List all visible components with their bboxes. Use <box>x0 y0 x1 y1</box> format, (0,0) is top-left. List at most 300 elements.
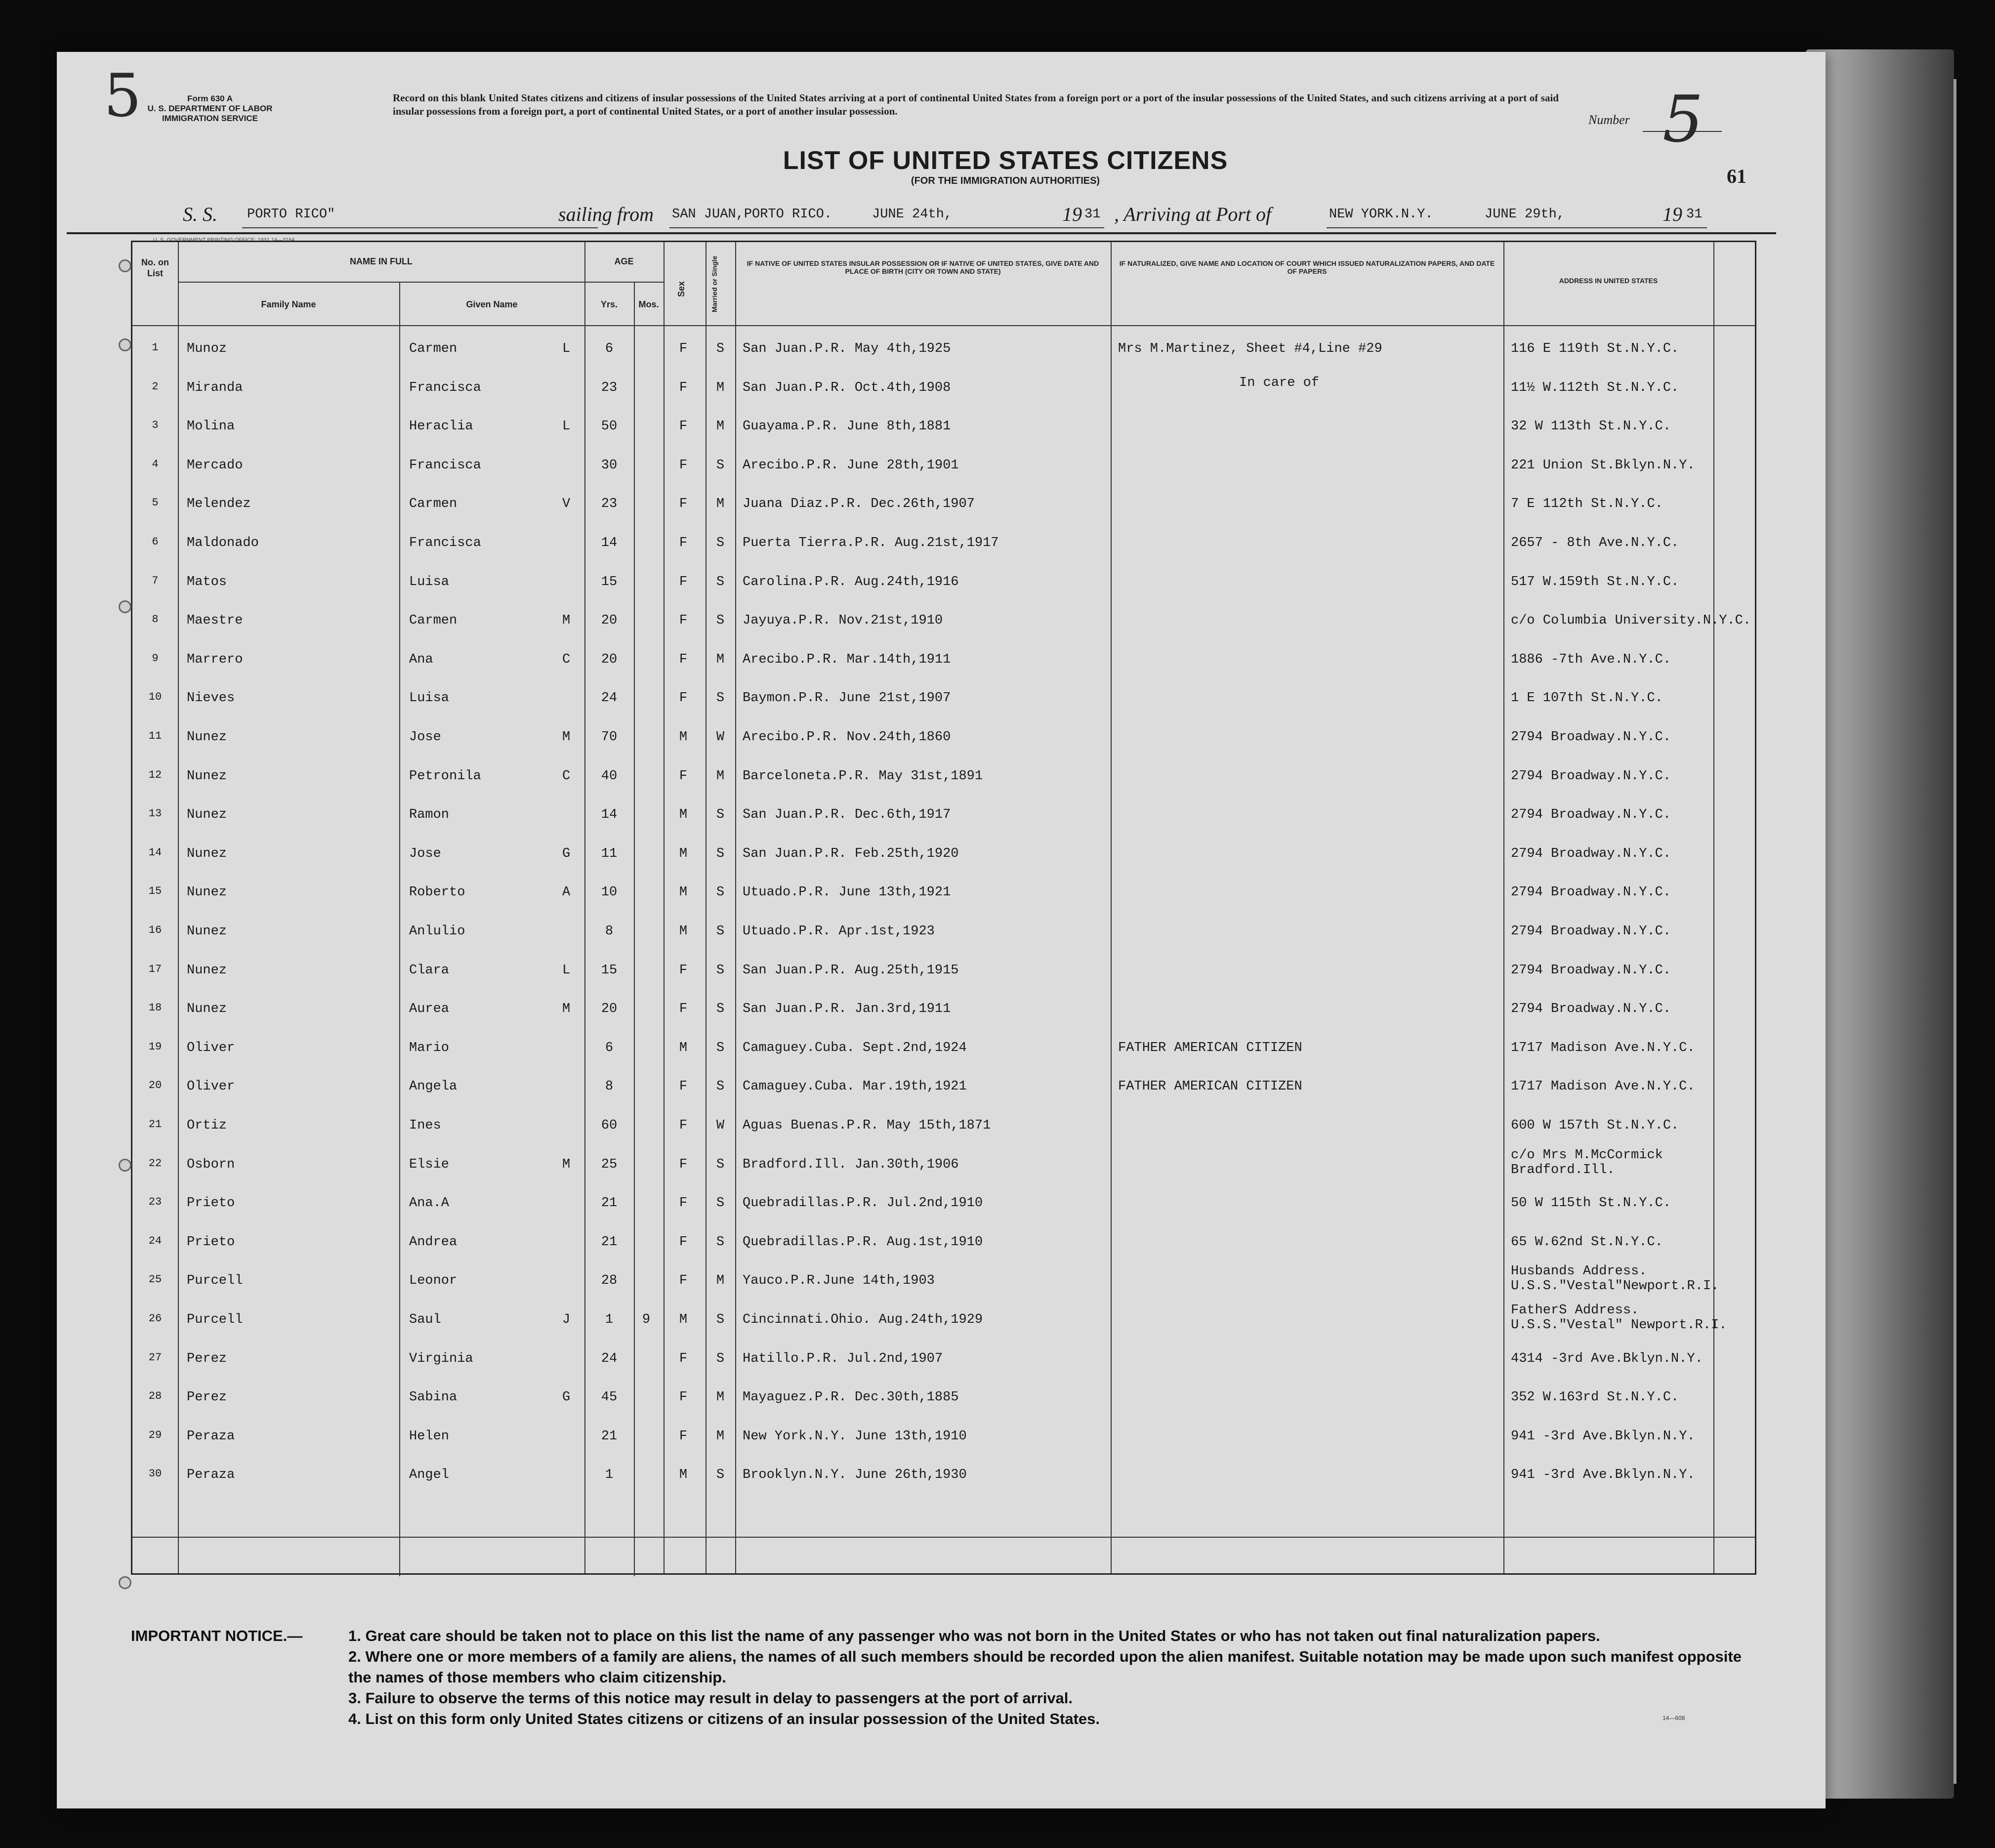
age-years: 45 <box>601 1390 618 1405</box>
age-years: 23 <box>601 380 618 395</box>
age-years: 15 <box>601 963 618 978</box>
table-row <box>132 1417 1755 1456</box>
birth-place-date: San Juan.P.R. Feb.25th,1920 <box>743 846 959 861</box>
row-number: 16 <box>148 924 162 936</box>
sex: F <box>679 613 688 629</box>
us-address: c/o Mrs M.McCormick Bradford.Ill. <box>1511 1147 1663 1177</box>
arrival-date: JUNE 29th, <box>1485 207 1565 222</box>
age-years: 24 <box>601 1351 618 1366</box>
us-address: 50 W 115th St.N.Y.C. <box>1511 1196 1671 1211</box>
row-number: 6 <box>152 536 159 548</box>
family-name: Nunez <box>187 807 227 823</box>
given-name: Luisa <box>409 574 450 589</box>
marital-status: M <box>716 419 725 434</box>
middle-initial: C <box>562 652 571 667</box>
table-row <box>132 601 1755 640</box>
marital-status: S <box>716 536 725 550</box>
table-row <box>132 407 1755 446</box>
birth-place-date: Guayama.P.R. June 8th,1881 <box>743 419 951 434</box>
given-name: Anlulio <box>409 924 465 939</box>
us-address: 65 W.62nd St.N.Y.C. <box>1511 1234 1663 1250</box>
age-years: 23 <box>601 497 618 512</box>
row-number: 22 <box>148 1157 162 1170</box>
sailing-from-label: sailing from <box>558 203 654 225</box>
family-name: Marrero <box>187 652 243 667</box>
row-number: 1 <box>152 341 159 354</box>
marital-status: S <box>716 807 725 823</box>
middle-initial: J <box>562 1312 571 1327</box>
birth-place-date: Carolina.P.R. Aug.24th,1916 <box>743 574 959 589</box>
col-header-address: ADDRESS IN UNITED STATES <box>1559 277 1658 285</box>
family-name: Prieto <box>187 1196 235 1211</box>
middle-initial: M <box>562 730 571 745</box>
us-address: 2657 - 8th Ave.N.Y.C. <box>1511 536 1679 550</box>
marital-status: S <box>716 458 725 473</box>
punch-hole <box>119 1576 131 1589</box>
arriving-label: , Arriving at Port of <box>1114 203 1272 225</box>
row-number: 10 <box>148 691 162 704</box>
table-row <box>132 330 1755 369</box>
table-row <box>132 873 1755 912</box>
given-name: Clara <box>409 963 450 978</box>
table-row <box>132 990 1755 1029</box>
col-header-no: No. on List <box>141 257 169 278</box>
header-rule <box>67 232 1776 234</box>
table-row <box>132 718 1755 757</box>
sex: F <box>679 574 688 589</box>
us-address: 1717 Madison Ave.N.Y.C. <box>1511 1040 1695 1055</box>
naturalization-note: FATHER AMERICAN CITIZEN <box>1118 1079 1302 1094</box>
sex: F <box>679 1079 688 1094</box>
birth-place-date: Juana Diaz.P.R. Dec.26th,1907 <box>743 497 975 512</box>
age-years: 21 <box>601 1428 618 1444</box>
row-number: 7 <box>152 574 159 587</box>
birth-place-date: San Juan.P.R. May 4th,1925 <box>743 341 951 356</box>
birth-place-date: Hatillo.P.R. Jul.2nd,1907 <box>743 1351 943 1366</box>
family-name: Melendez <box>187 497 251 512</box>
col-header-age: AGE <box>614 256 634 266</box>
age-years: 8 <box>605 1079 614 1094</box>
given-name: Ana.A <box>409 1196 450 1211</box>
row-number: 2 <box>152 380 159 393</box>
us-address: 600 W 157th St.N.Y.C. <box>1511 1118 1679 1133</box>
us-address: 1717 Madison Ave.N.Y.C. <box>1511 1079 1695 1094</box>
birth-place-date: Cincinnati.Ohio. Aug.24th,1929 <box>743 1312 983 1327</box>
family-name: Perez <box>187 1390 227 1405</box>
middle-initial: G <box>562 846 571 861</box>
given-name: Sabina <box>409 1390 457 1405</box>
marital-status: M <box>716 380 725 395</box>
departure-date: JUNE 24th, <box>872 207 953 222</box>
row-number: 11 <box>148 730 162 742</box>
sex: F <box>679 1002 688 1017</box>
marital-status: M <box>716 768 725 784</box>
birth-place-date: Utuado.P.R. Apr.1st,1923 <box>743 924 935 939</box>
sex: M <box>679 1312 688 1327</box>
table-bottom-rule <box>132 1537 1755 1538</box>
birth-place-date: Quebradillas.P.R. Aug.1st,1910 <box>743 1234 983 1250</box>
age-years: 15 <box>601 574 618 589</box>
row-number: 25 <box>148 1273 162 1286</box>
us-address: 2794 Broadway.N.Y.C. <box>1511 807 1671 823</box>
departure-year: 31 <box>1084 207 1101 222</box>
voyage-line <box>57 200 1826 235</box>
col-header-yrs: Yrs. <box>600 299 618 309</box>
family-name: Purcell <box>187 1312 243 1327</box>
col-header-mos: Mos. <box>638 299 659 309</box>
table-row <box>132 446 1755 485</box>
family-name: Munoz <box>187 341 227 356</box>
marital-status: S <box>716 691 725 706</box>
sex: M <box>679 846 688 861</box>
table-row <box>132 563 1755 602</box>
birth-place-date: Puerta Tierra.P.R. Aug.21st,1917 <box>743 536 999 550</box>
given-name: Angela <box>409 1079 457 1094</box>
age-years: 1 <box>605 1468 614 1483</box>
given-name: Luisa <box>409 691 450 706</box>
corner-handwritten-number: 5 <box>104 62 142 130</box>
age-years: 20 <box>601 1002 618 1017</box>
family-name: Nunez <box>187 924 227 939</box>
row-number: 18 <box>148 1002 162 1014</box>
form-identifier <box>126 94 294 124</box>
row-number: 8 <box>152 613 159 626</box>
age-years: 21 <box>601 1196 618 1211</box>
col-header-name: NAME IN FULL <box>350 256 413 266</box>
family-name: Osborn <box>187 1157 235 1172</box>
sex: F <box>679 1273 688 1289</box>
age-years: 20 <box>601 652 618 667</box>
row-number: 9 <box>152 652 159 665</box>
sex: F <box>679 963 688 978</box>
given-name: Andrea <box>409 1234 457 1250</box>
marital-status: M <box>716 1428 725 1444</box>
us-address: 517 W.159th St.N.Y.C. <box>1511 574 1679 589</box>
row-number: 20 <box>148 1079 162 1092</box>
given-name: Jose <box>409 846 441 861</box>
middle-initial: L <box>562 419 571 434</box>
family-name: Ortiz <box>187 1118 227 1133</box>
middle-initial: L <box>562 341 571 356</box>
family-name: Oliver <box>187 1079 235 1094</box>
sex: F <box>679 1118 688 1133</box>
sex: M <box>679 730 688 745</box>
notice-item-1: 1. Great care should be taken not to place on this list the name of any passenger who was not born in the United States or who has not taken out final naturalization papers. <box>348 1627 1600 1644</box>
us-address: 941 -3rd Ave.Bklyn.N.Y. <box>1511 1468 1695 1483</box>
us-address: 32 W 113th St.N.Y.C. <box>1511 419 1671 434</box>
given-name: Ana <box>409 652 433 667</box>
marital-status: S <box>716 1351 725 1366</box>
marital-status: S <box>716 613 725 629</box>
birth-place-date: Arecibo.P.R. Nov.24th,1860 <box>743 730 951 745</box>
us-address: 4314 -3rd Ave.Bklyn.N.Y. <box>1511 1351 1703 1366</box>
given-name: Ramon <box>409 807 450 823</box>
middle-initial: L <box>562 963 571 978</box>
header-bottom-rule <box>132 325 1755 326</box>
us-address: 2794 Broadway.N.Y.C. <box>1511 768 1671 784</box>
table-row <box>132 1261 1755 1301</box>
table-row <box>132 1067 1755 1106</box>
row-number: 12 <box>148 768 162 781</box>
row-number: 29 <box>148 1428 162 1441</box>
us-address: 2794 Broadway.N.Y.C. <box>1511 1002 1671 1017</box>
given-name: Angel <box>409 1468 450 1483</box>
birth-place-date: Arecibo.P.R. June 28th,1901 <box>743 458 959 473</box>
age-years: 14 <box>601 807 618 823</box>
birth-place-date: San Juan.P.R. Dec.6th,1917 <box>743 807 951 823</box>
sex: F <box>679 536 688 550</box>
us-address: 116 E 119th St.N.Y.C. <box>1511 341 1679 356</box>
marital-status: S <box>716 1002 725 1017</box>
table-row <box>132 640 1755 679</box>
us-address: 1 E 107th St.N.Y.C. <box>1511 691 1663 706</box>
notice-item-3: 3. Failure to observe the terms of this notice may result in delay to passengers at the port of arrival. <box>348 1689 1073 1707</box>
form-code: 14—608 <box>1662 1715 1685 1722</box>
table-row <box>132 1456 1755 1495</box>
sex: F <box>679 768 688 784</box>
col-header-sex: Sex <box>676 281 686 297</box>
marital-status: M <box>716 1273 725 1289</box>
departure-port: SAN JUAN,PORTO RICO. <box>672 207 832 222</box>
sex: F <box>679 1390 688 1405</box>
given-name: Leonor <box>409 1273 457 1289</box>
given-name: Roberto <box>409 885 465 900</box>
birth-place-date: Utuado.P.R. June 13th,1921 <box>743 885 951 900</box>
manifest-page <box>57 52 1826 1808</box>
birth-place-date: Baymon.P.R. June 21st,1907 <box>743 691 951 706</box>
birth-place-date: Quebradillas.P.R. Jul.2nd,1910 <box>743 1196 983 1211</box>
family-name: Nunez <box>187 730 227 745</box>
marital-status: S <box>716 924 725 939</box>
birth-place-date: New York.N.Y. June 13th,1910 <box>743 1428 967 1444</box>
family-name: Nunez <box>187 846 227 861</box>
table-row <box>132 1106 1755 1145</box>
number-label: Number <box>1588 113 1630 127</box>
us-address: 352 W.163rd St.N.Y.C. <box>1511 1390 1679 1405</box>
row-number: 14 <box>148 846 162 859</box>
row-number: 5 <box>152 497 159 509</box>
us-address: 1886 -7th Ave.N.Y.C. <box>1511 652 1671 667</box>
sex: F <box>679 341 688 356</box>
sex: M <box>679 885 688 900</box>
family-name: Nieves <box>187 691 235 706</box>
sex: F <box>679 691 688 706</box>
departure-year-prefix: 19 <box>1062 203 1082 225</box>
service-name: IMMIGRATION SERVICE <box>162 114 258 123</box>
middle-initial: C <box>562 768 571 784</box>
age-years: 24 <box>601 691 618 706</box>
age-years: 8 <box>605 924 614 939</box>
birth-place-date: Arecibo.P.R. Mar.14th,1911 <box>743 652 951 667</box>
marital-status: S <box>716 1234 725 1250</box>
age-years: 25 <box>601 1157 618 1172</box>
row-number: 24 <box>148 1234 162 1247</box>
record-instructions: Record on this blank United States citizens and citizens of insular possessions of the United States arriving at a port of continental United States from a foreign port or a port of the insular possessions of the United States, and such citizens arriving at a port of said insular possessions from a foreign port, a port of continental United States, or a port of another insular possession. <box>393 92 1559 117</box>
given-name: Francisca <box>409 536 481 550</box>
row-number: 30 <box>148 1468 162 1480</box>
table-row <box>132 1029 1755 1068</box>
punch-hole <box>119 259 131 272</box>
col-header-naturalized: IF NATURALIZED, GIVE NAME AND LOCATION OF COURT WHICH ISSUED NATURALIZATION PAPERS, AND DATE OF PAPERS <box>1119 259 1495 275</box>
marital-status: M <box>716 652 725 667</box>
naturalization-note: FATHER AMERICAN CITIZEN <box>1118 1040 1302 1055</box>
birth-place-date: San Juan.P.R. Jan.3rd,1911 <box>743 1002 951 1017</box>
ship-name: PORTO RICO" <box>247 207 335 222</box>
middle-initial: A <box>562 885 571 900</box>
given-name: Saul <box>409 1312 441 1327</box>
marital-status: S <box>716 846 725 861</box>
table-row <box>132 1378 1755 1417</box>
us-address: 2794 Broadway.N.Y.C. <box>1511 963 1671 978</box>
table-row <box>132 1184 1755 1223</box>
row-number: 19 <box>148 1040 162 1053</box>
us-address: 221 Union St.Bklyn.N.Y. <box>1511 458 1695 473</box>
arrival-underline <box>1327 227 1707 228</box>
table-row <box>132 912 1755 951</box>
age-years: 50 <box>601 419 618 434</box>
marital-status: S <box>716 574 725 589</box>
table-row <box>132 485 1755 524</box>
age-years: 1 <box>605 1312 614 1327</box>
given-name: Elsie <box>409 1157 450 1172</box>
birth-place-date: San Juan.P.R. Oct.4th,1908 <box>743 380 951 395</box>
row-number: 3 <box>152 419 159 432</box>
marital-status: S <box>716 963 725 978</box>
sex: F <box>679 1157 688 1172</box>
sex: F <box>679 1196 688 1211</box>
care-of-note: In care of <box>1239 376 1320 390</box>
given-name: Carmen <box>409 497 457 512</box>
marital-status: S <box>716 1312 725 1327</box>
age-years: 21 <box>601 1234 618 1250</box>
table-row <box>132 369 1755 408</box>
sheet-number: 61 <box>1727 165 1746 187</box>
family-name: Molina <box>187 419 235 434</box>
family-name: Oliver <box>187 1040 235 1055</box>
age-years: 70 <box>601 730 618 745</box>
sex: F <box>679 497 688 512</box>
us-address: 941 -3rd Ave.Bklyn.N.Y. <box>1511 1428 1695 1444</box>
age-months: 9 <box>642 1312 651 1327</box>
arrival-year-prefix: 19 <box>1662 203 1682 225</box>
col-header-given: Given Name <box>466 299 518 309</box>
sex: M <box>679 1040 688 1055</box>
sex: F <box>679 1351 688 1366</box>
given-name: Heraclia <box>409 419 473 434</box>
sex: F <box>679 458 688 473</box>
given-name: Francisca <box>409 380 481 395</box>
family-name: Mercado <box>187 458 243 473</box>
marital-status: S <box>716 1079 725 1094</box>
family-name: Matos <box>187 574 227 589</box>
marital-status: S <box>716 885 725 900</box>
family-name: Peraza <box>187 1468 235 1483</box>
age-years: 14 <box>601 536 618 550</box>
family-name: Maestre <box>187 613 243 629</box>
family-name: Miranda <box>187 380 243 395</box>
given-name: Virginia <box>409 1351 473 1366</box>
birth-place-date: Bradford.Ill. Jan.30th,1906 <box>743 1157 959 1172</box>
ship-prefix: S. S. <box>183 203 217 225</box>
row-number: 21 <box>148 1118 162 1131</box>
given-name: Aurea <box>409 1002 450 1017</box>
us-address: FatherS Address. U.S.S."Vestal" Newport.R.I. <box>1511 1303 1727 1333</box>
naturalization-note: Mrs M.Martinez, Sheet #4,Line #29 <box>1118 341 1382 356</box>
marital-status: S <box>716 1157 725 1172</box>
sex: F <box>679 380 688 395</box>
table-row <box>132 679 1755 718</box>
us-address: Husbands Address. U.S.S."Vestal"Newport.R.I. <box>1511 1264 1719 1294</box>
marital-status: M <box>716 497 725 512</box>
table-row <box>132 951 1755 990</box>
table-row <box>132 757 1755 796</box>
family-name: Maldonado <box>187 536 259 550</box>
marital-status: S <box>716 1040 725 1055</box>
us-address: 2794 Broadway.N.Y.C. <box>1511 885 1671 900</box>
marital-status: M <box>716 1390 725 1405</box>
row-number: 4 <box>152 458 159 470</box>
marital-status: S <box>716 341 725 356</box>
col-header-birth: IF NATIVE OF UNITED STATES INSULAR POSSESSION OR IF NATIVE OF UNITED STATES, GIVE DATE AND PLACE OF BIRTH (CITY OR TOWN AND STATE) <box>747 259 1099 275</box>
us-address: c/o Columbia University.N.Y.C. <box>1511 613 1751 629</box>
table-row <box>132 1223 1755 1262</box>
us-address: 11½ W.112th St.N.Y.C. <box>1511 380 1679 395</box>
notice-label: IMPORTANT NOTICE.— <box>131 1627 303 1644</box>
marital-status: W <box>716 1118 725 1133</box>
page-title: LIST OF UNITED STATES CITIZENS <box>783 146 1228 175</box>
col-header-marital: Married or Single <box>710 255 718 313</box>
age-years: 6 <box>605 341 614 356</box>
row-number: 27 <box>148 1351 162 1364</box>
birth-place-date: Brooklyn.N.Y. June 26th,1930 <box>743 1468 967 1483</box>
row-number: 28 <box>148 1390 162 1403</box>
form-number: Form 630 A <box>187 94 233 103</box>
sex: F <box>679 652 688 667</box>
marital-status: W <box>716 730 725 745</box>
given-name: Petronila <box>409 768 481 784</box>
table-row <box>132 1340 1755 1379</box>
age-years: 11 <box>601 846 618 861</box>
arrival-year: 31 <box>1686 207 1703 222</box>
birth-place-date: Jayuya.P.R. Nov.21st,1910 <box>743 613 943 629</box>
age-years: 28 <box>601 1273 618 1289</box>
family-name: Peraza <box>187 1428 235 1444</box>
given-name: Francisca <box>409 458 481 473</box>
row-number: 13 <box>148 807 162 820</box>
arrival-port: NEW YORK.N.Y. <box>1329 207 1433 222</box>
table-row <box>132 835 1755 874</box>
stacked-pages-edge-lines <box>1823 79 1956 1784</box>
family-name: Perez <box>187 1351 227 1366</box>
middle-initial: M <box>562 1157 571 1172</box>
table-row <box>132 1301 1755 1340</box>
sex: M <box>679 807 688 823</box>
col-header-family: Family Name <box>261 299 316 309</box>
birth-place-date: Aguas Buenas.P.R. May 15th,1871 <box>743 1118 991 1133</box>
table-row <box>132 796 1755 835</box>
us-address: 2794 Broadway.N.Y.C. <box>1511 846 1671 861</box>
age-years: 10 <box>601 885 618 900</box>
header-sub-rule <box>178 282 664 283</box>
age-years: 30 <box>601 458 618 473</box>
middle-initial: M <box>562 613 571 629</box>
row-number: 23 <box>148 1196 162 1209</box>
punch-hole <box>119 338 131 351</box>
row-number: 17 <box>148 963 162 975</box>
birth-place-date: Camaguey.Cuba. Sept.2nd,1924 <box>743 1040 967 1055</box>
sex: M <box>679 1468 688 1483</box>
sex: F <box>679 1428 688 1444</box>
